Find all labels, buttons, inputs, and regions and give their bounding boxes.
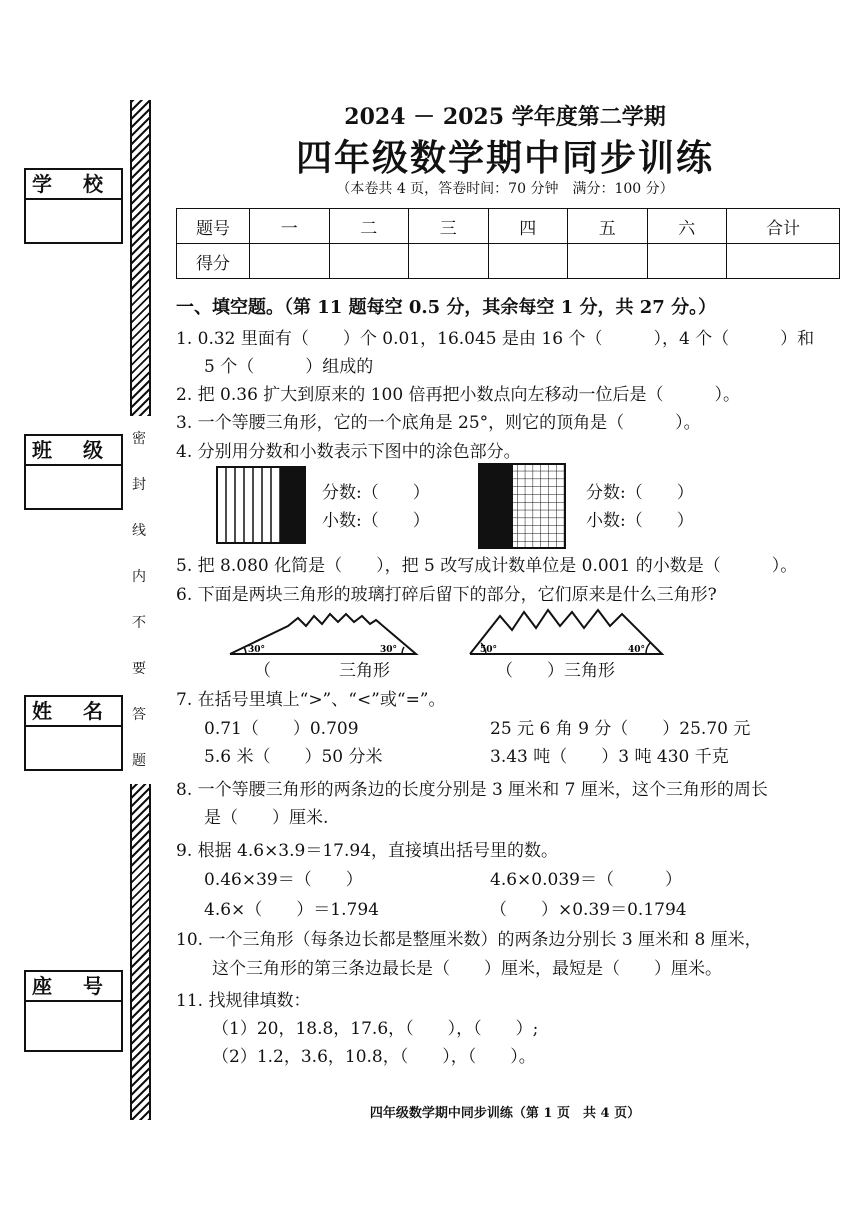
seal-char: 要 bbox=[132, 661, 146, 677]
angle-label: 40° bbox=[628, 645, 646, 655]
broken-triangle-right bbox=[466, 606, 666, 658]
question-5: 5. 把 8.080 化简是（ ），把 5 改写成计数单位是 0.001 的小数是（ ）。 bbox=[176, 556, 798, 576]
question-4: 4. 分别用分数和小数表示下图中的涂色部分。 bbox=[176, 442, 521, 462]
seal-char: 不 bbox=[132, 615, 146, 631]
question-9: 9. 根据 4.6×3.9＝17.94，直接填出括号里的数。 bbox=[176, 841, 559, 861]
table-cell: 合计 bbox=[727, 209, 840, 244]
q4-right-fraction: 分数:（ ） bbox=[586, 483, 694, 503]
q9-item-c: 4.6×（ ）＝1.794 bbox=[204, 900, 379, 920]
school-year: 2024 － 2025 学年度第二学期 bbox=[344, 104, 666, 130]
seat-field[interactable] bbox=[26, 1002, 121, 1050]
table-row bbox=[177, 244, 840, 279]
class-box bbox=[24, 434, 123, 510]
score-cell[interactable] bbox=[488, 244, 568, 279]
broken-triangle-left bbox=[226, 610, 422, 658]
q7-item-a: 0.71（ ）0.709 bbox=[204, 719, 359, 739]
question-10-cont: 这个三角形的第三条边最长是（ ）厘米，最短是（ ）厘米。 bbox=[212, 959, 722, 979]
grid-figure bbox=[478, 463, 566, 549]
table-cell: 五 bbox=[568, 209, 648, 244]
table-cell: 一 bbox=[250, 209, 330, 244]
table-cell: 题号 bbox=[177, 209, 250, 244]
table-row bbox=[177, 209, 840, 244]
q9-item-d: （ ）×0.39＝0.1794 bbox=[490, 900, 687, 920]
q7-item-b: 25 元 6 角 9 分（ ）25.70 元 bbox=[490, 719, 751, 739]
strip-figure bbox=[216, 466, 306, 544]
class-label: 班 级 bbox=[26, 436, 121, 466]
name-label: 姓 名 bbox=[26, 697, 121, 727]
school-label: 学 校 bbox=[26, 170, 121, 200]
question-11: 11. 找规律填数： bbox=[176, 991, 311, 1011]
score-cell[interactable] bbox=[409, 244, 489, 279]
score-cell[interactable] bbox=[329, 244, 409, 279]
table-cell: 二 bbox=[329, 209, 409, 244]
page-title: 四年级数学期中同步训练 bbox=[295, 137, 714, 179]
seal-char: 题 bbox=[132, 753, 146, 769]
score-cell[interactable] bbox=[568, 244, 648, 279]
q6-right-answer: （ ）三角形 bbox=[496, 661, 615, 681]
angle-label: 50° bbox=[480, 645, 498, 655]
page-footer: 四年级数学期中同步训练（第 1 页 共 4 页） bbox=[369, 1106, 641, 1121]
seal-char: 答 bbox=[132, 707, 146, 723]
seal-char: 密 bbox=[132, 431, 146, 447]
q11-item-b: （2）1.2，3.6，10.8，（ ），（ ）。 bbox=[212, 1047, 536, 1067]
q4-left-fraction: 分数:（ ） bbox=[322, 483, 430, 503]
q4-right-decimal: 小数:（ ） bbox=[586, 511, 694, 531]
name-field[interactable] bbox=[26, 727, 121, 769]
score-table bbox=[176, 208, 840, 279]
name-box bbox=[24, 695, 123, 771]
question-10: 10. 一个三角形（每条边长都是整厘米数）的两条边分别长 3 厘米和 8 厘米， bbox=[176, 930, 762, 950]
question-2: 2. 把 0.36 扩大到原来的 100 倍再把小数点向左移动一位后是（ ）。 bbox=[176, 385, 741, 405]
question-8: 8. 一个等腰三角形的两条边的长度分别是 3 厘米和 7 厘米，这个三角形的周长 bbox=[176, 780, 768, 800]
score-cell[interactable] bbox=[727, 244, 840, 279]
q9-item-a: 0.46×39＝（ ） bbox=[204, 870, 363, 890]
table-cell: 四 bbox=[488, 209, 568, 244]
table-cell: 得分 bbox=[177, 244, 250, 279]
question-1: 1. 0.32 里面有（ ）个 0.01，16.045 是由 16 个（ ），4 个（ ）和 bbox=[176, 329, 815, 349]
angle-label: 30° bbox=[380, 645, 398, 655]
section-heading: 一、填空题。（第 11 题每空 0.5 分，其余每空 1 分，共 27 分。） bbox=[176, 297, 717, 318]
q11-item-a: （1）20，18.8，17.6，（ ），（ ）; bbox=[212, 1019, 539, 1039]
seat-box bbox=[24, 970, 123, 1052]
school-box bbox=[24, 168, 123, 244]
seat-label: 座 号 bbox=[26, 972, 121, 1002]
question-3: 3. 一个等腰三角形，它的一个底角是 25°，则它的顶角是（ ）。 bbox=[176, 413, 701, 433]
score-cell[interactable] bbox=[647, 244, 727, 279]
seal-line-text bbox=[126, 416, 152, 784]
school-field[interactable] bbox=[26, 200, 121, 242]
question-1-cont: 5 个（ ）组成的 bbox=[204, 357, 374, 377]
angle-label: 30° bbox=[248, 645, 266, 655]
table-cell: 六 bbox=[647, 209, 727, 244]
seal-char: 线 bbox=[132, 523, 146, 539]
q6-left-answer: （ 三角形 bbox=[254, 661, 390, 681]
question-8-cont: 是（ ）厘米. bbox=[204, 808, 329, 828]
q9-item-b: 4.6×0.039＝（ ） bbox=[490, 870, 682, 890]
question-7: 7. 在括号里填上“>”、“<”或“=”。 bbox=[176, 690, 446, 710]
class-field[interactable] bbox=[26, 466, 121, 508]
question-6: 6. 下面是两块三角形的玻璃打碎后留下的部分，它们原来是什么三角形? bbox=[176, 585, 717, 605]
seal-char: 内 bbox=[132, 569, 146, 585]
exam-info: （本卷共 4 页，答卷时间：70 分钟 满分：100 分） bbox=[336, 181, 674, 197]
q4-left-decimal: 小数:（ ） bbox=[322, 511, 430, 531]
q7-item-d: 3.43 吨（ ）3 吨 430 千克 bbox=[490, 747, 729, 767]
q7-item-c: 5.6 米（ ）50 分米 bbox=[204, 747, 383, 767]
seal-char: 封 bbox=[132, 477, 146, 493]
score-cell[interactable] bbox=[250, 244, 330, 279]
table-cell: 三 bbox=[409, 209, 489, 244]
